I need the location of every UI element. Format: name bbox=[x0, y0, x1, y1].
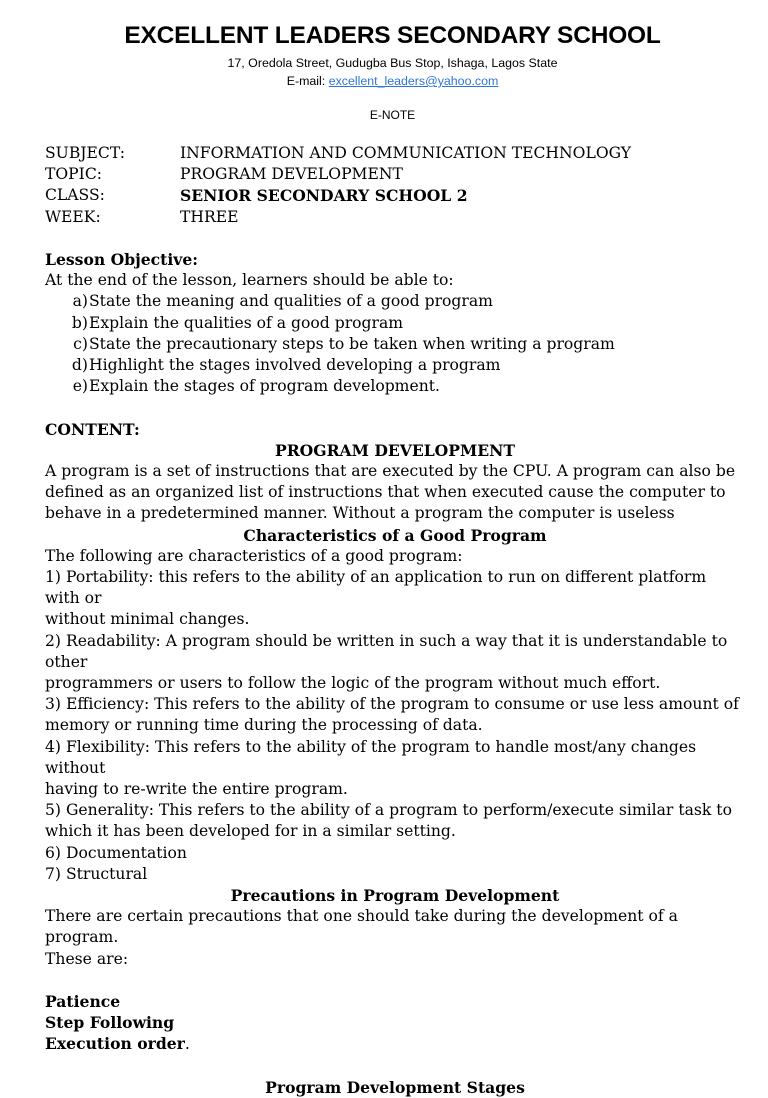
paragraph-line: 1) Portability: this refers to the ability of an application to run on different platform with or bbox=[45, 568, 707, 608]
content-title: PROGRAM DEVELOPMENT bbox=[274, 440, 515, 460]
paragraph-line: defined as an organized list of instructions that when executed cause the computer to bbox=[45, 483, 726, 502]
paragraph-line: without minimal changes. bbox=[45, 610, 250, 629]
list-item-text: State the precautionary steps to be taken when writing a program bbox=[89, 334, 615, 353]
school-name: EXCELLENT LEADERS SECONDARY SCHOOL bbox=[124, 22, 661, 49]
precautions-heading: Precautions in Program Development bbox=[230, 886, 560, 906]
list-marker: c) bbox=[73, 334, 88, 353]
spacer bbox=[45, 397, 745, 418]
objectives-intro: At the end of the lesson, learners should be able to: bbox=[45, 271, 454, 290]
precaution-item: Step Following bbox=[45, 1013, 175, 1033]
meta-subject-value: INFORMATION AND COMMUNICATION TECHNOLOGY bbox=[180, 144, 632, 162]
paragraph-line: 2) Readability: A program should be written in such a way that it is understandable to other bbox=[45, 631, 728, 671]
meta-week-value: THREE bbox=[180, 207, 239, 226]
email-line bbox=[0, 74, 768, 88]
list-item-text: Explain the stages of program development. bbox=[89, 377, 440, 396]
spacer bbox=[45, 1056, 745, 1077]
list-marker: b) bbox=[71, 313, 88, 332]
content-heading: CONTENT: bbox=[45, 419, 140, 439]
meta-week-row bbox=[45, 207, 745, 228]
list-marker: e) bbox=[72, 377, 88, 396]
paragraph-line: which it has been developed for in a similar setting. bbox=[45, 822, 456, 841]
lesson-meta bbox=[45, 143, 745, 228]
paragraph-line: programmers or users to follow the logic of the program without much effort. bbox=[45, 674, 661, 693]
list-item bbox=[45, 313, 745, 334]
meta-class-row bbox=[45, 185, 745, 206]
stages-heading: Program Development Stages bbox=[265, 1077, 525, 1097]
email-label: E-mail: bbox=[286, 74, 329, 88]
meta-subject-row bbox=[45, 143, 745, 164]
paragraph-line: These are: bbox=[45, 949, 129, 968]
list-item-text: State the meaning and qualities of a good program bbox=[89, 292, 493, 311]
email-link[interactable]: excellent_leaders@yahoo.com bbox=[328, 74, 499, 88]
paragraph-line: having to re-write the entire program. bbox=[45, 780, 348, 799]
list-item bbox=[45, 334, 745, 355]
meta-topic-label: TOPIC: bbox=[45, 165, 103, 184]
list-item bbox=[45, 291, 745, 312]
spacer bbox=[45, 970, 745, 991]
document-body bbox=[45, 249, 745, 1098]
paragraph-line: The following are characteristics of a good program: bbox=[45, 546, 463, 565]
characteristics-heading: Characteristics of a Good Program bbox=[243, 525, 547, 545]
paragraph-line: 7) Structural bbox=[45, 864, 148, 883]
list-item-text: Highlight the stages involved developing a program bbox=[89, 356, 501, 375]
paragraph-line: 6) Documentation bbox=[45, 843, 187, 862]
meta-class-value: SENIOR SECONDARY SCHOOL 2 bbox=[180, 186, 468, 206]
objectives-heading: Lesson Objective: bbox=[45, 250, 199, 269]
paragraph-line: A program is a set of instructions that are executed by the CPU. A program can also be bbox=[45, 462, 736, 481]
meta-topic-value: PROGRAM DEVELOPMENT bbox=[180, 165, 403, 184]
precaution-item: Execution order bbox=[45, 1034, 185, 1054]
list-marker: d) bbox=[71, 356, 88, 375]
meta-topic-row bbox=[45, 164, 745, 185]
list-item bbox=[45, 355, 745, 376]
paragraph-line: 3) Efficiency: This refers to the ability of the program to consume or use less amount of bbox=[45, 695, 739, 714]
list-marker: a) bbox=[72, 292, 88, 311]
meta-class-label: CLASS: bbox=[45, 186, 105, 205]
precaution-item-last bbox=[45, 1033, 745, 1055]
precaution-item: Patience bbox=[45, 992, 121, 1012]
list-item bbox=[45, 376, 745, 397]
objectives-list bbox=[45, 291, 745, 397]
school-address: 17, Oredola Street, Gudugba Bus Stop, Ishaga, Lagos State bbox=[227, 56, 558, 70]
meta-week-label: WEEK: bbox=[45, 207, 101, 226]
paragraph-line: There are certain precautions that one should take during the development of a program. bbox=[45, 907, 678, 947]
precaution-suffix: . bbox=[184, 1035, 190, 1054]
list-item-text: Explain the qualities of a good program bbox=[89, 313, 404, 332]
paragraph-line: 4) Flexibility: This refers to the ability of the program to handle most/any changes without bbox=[45, 737, 697, 777]
paragraph-line: 5) Generality: This refers to the ability of a program to perform/execute similar task to bbox=[45, 801, 732, 820]
meta-subject-label: SUBJECT: bbox=[45, 144, 125, 162]
paragraph-line: memory or running time during the processing of data. bbox=[45, 716, 483, 735]
paragraph-line: behave in a predetermined manner. Without a program the computer is useless bbox=[45, 504, 675, 523]
document-type: E-NOTE bbox=[369, 108, 416, 122]
